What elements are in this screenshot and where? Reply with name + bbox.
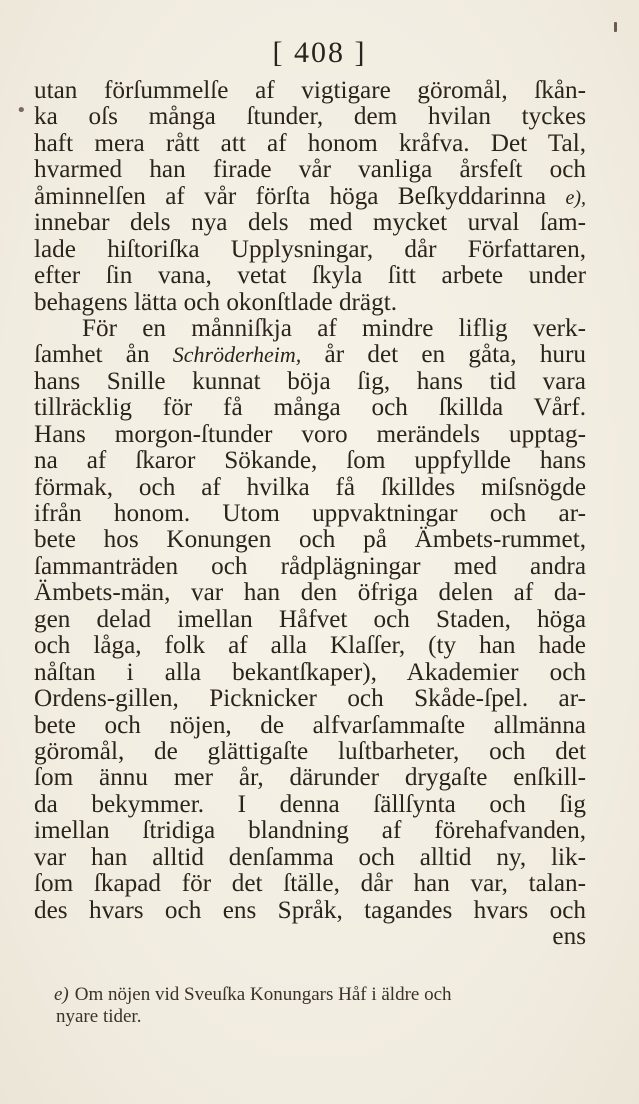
text-line (34, 237, 586, 263)
footnote-mark: e) (54, 984, 69, 1005)
text-line (34, 898, 586, 924)
text-line (34, 210, 586, 236)
text-line (34, 527, 586, 553)
line-text: och låga, folk af alla Klaſſer, (ty han hade (34, 632, 586, 660)
line-text: gen delad imellan Håfvet och Staden, höga (34, 605, 586, 633)
line-text: lade hiſtoriſka Upplysningar, dår Författaren, (34, 235, 586, 263)
line-text: Ordens-gillen, Picknicker och Skåde-ſpel. ar- (34, 685, 586, 713)
line-text: nåſtan i alla bekantſkaper), Akademier och (34, 658, 586, 686)
line-text: För en månniſkja af mindre liflig verk- (82, 314, 586, 342)
text-line (34, 78, 586, 104)
body-text (34, 78, 586, 950)
line-text: göromål, de glättigaſte luſtbarheter, och det (34, 737, 586, 765)
text-line (34, 792, 586, 818)
line-text: tillräcklig för få många och ſkillda Vårf. (34, 394, 586, 422)
text-line (34, 765, 586, 791)
text-line (34, 660, 586, 686)
line-text: ſamhet ån (34, 341, 150, 369)
line-text: haft mera rått att af honom kråfva. Det Tal, (34, 129, 586, 157)
text-line (34, 686, 586, 712)
text-line (34, 131, 586, 157)
line-text: ſom ſkapad för det ſtälle, dår han var, talan- (34, 870, 586, 898)
footnote (54, 984, 584, 1028)
text-line (34, 104, 586, 130)
line-text: ens (552, 923, 586, 950)
line-text: åminnelſen af vår förſta höga Beſkyddarinna (34, 182, 547, 210)
text-line (34, 818, 586, 844)
text-line (34, 184, 586, 210)
text-line (34, 501, 586, 527)
line-text: Ämbets-män, var han den öfriga delen af da- (34, 579, 586, 607)
line-text: ſammanträden och rådplägningar med andra (34, 552, 586, 580)
text-line (34, 263, 586, 289)
line-text: innebar dels nya dels med mycket urval ſam- (34, 209, 586, 237)
line-text: imellan ſtridiga blandning af förehafvanden, (34, 817, 586, 845)
text-line (34, 316, 586, 342)
text-line (34, 422, 586, 448)
line-text: ſom ännu mer år, därunder drygaſte enſkill- (34, 764, 586, 792)
footnote-text-1: Om nöjen vid Sveuſka Konungars Håf i äldre och (74, 984, 452, 1005)
text-line (34, 607, 586, 633)
margin-mark: • (16, 100, 27, 121)
footnote-text-2: nyare tider. (56, 1006, 142, 1027)
text-line (34, 395, 586, 421)
line-text: da bekymmer. I denna ſällſynta och ſig (34, 790, 586, 818)
line-text: hvarmed han firade vår vanliga årsfeſt och (34, 156, 586, 184)
text-line (34, 845, 586, 871)
text-line (34, 475, 586, 501)
text-line (34, 369, 586, 395)
line-text: Hans morgon-ſtunder voro merändels upptag- (34, 420, 586, 448)
footnote-line-1 (54, 984, 584, 1006)
page-number: [ 408 ] (272, 36, 367, 69)
line-text: var han alltid denſamma och alltid ny, lik- (34, 843, 586, 871)
text-line (34, 157, 586, 183)
footnote-reference: e), (565, 186, 587, 209)
page-edge-mark (614, 22, 617, 32)
line-text: ifrån honom. Utom uppvaktningar och ar- (34, 500, 586, 527)
text-line (34, 554, 586, 580)
text-line (34, 871, 586, 897)
text-line (34, 924, 586, 950)
line-text: behagens lätta och okonſtlade drägt. (34, 288, 397, 316)
text-line (34, 342, 586, 368)
text-line (34, 633, 586, 659)
text-line (34, 580, 586, 606)
line-text: efter ſin vana, vetat ſkyla ſitt arbete under (34, 262, 586, 290)
text-line (34, 713, 586, 739)
text-line (34, 739, 586, 765)
line-text-after: år det en gåta, huru (324, 341, 586, 369)
line-text: hans Snille kunnat böja ſig, hans tid vara (34, 367, 586, 395)
footnote-line-2 (54, 1006, 584, 1028)
italic-name: Schröderheim, (172, 342, 302, 368)
line-text: des hvars och ens Språk, tagandes hvars och (34, 896, 586, 924)
text-line (34, 448, 586, 474)
line-text: utan förſummelſe af vigtigare göromål, ſkån- (34, 77, 586, 104)
line-text: ka oſs många ſtunder, dem hvilan tyckes (34, 103, 586, 131)
line-text: na af ſkaror Sökande, ſom uppfyllde hans (34, 447, 586, 475)
text-line (34, 290, 586, 316)
line-text: bete och nöjen, de alfvarſammaſte allmänna (34, 711, 586, 739)
line-text: förmak, och af hvilka få ſkilldes miſsnögde (34, 473, 586, 501)
line-text: bete hos Konungen och på Ämbets-rummet, (34, 526, 586, 554)
